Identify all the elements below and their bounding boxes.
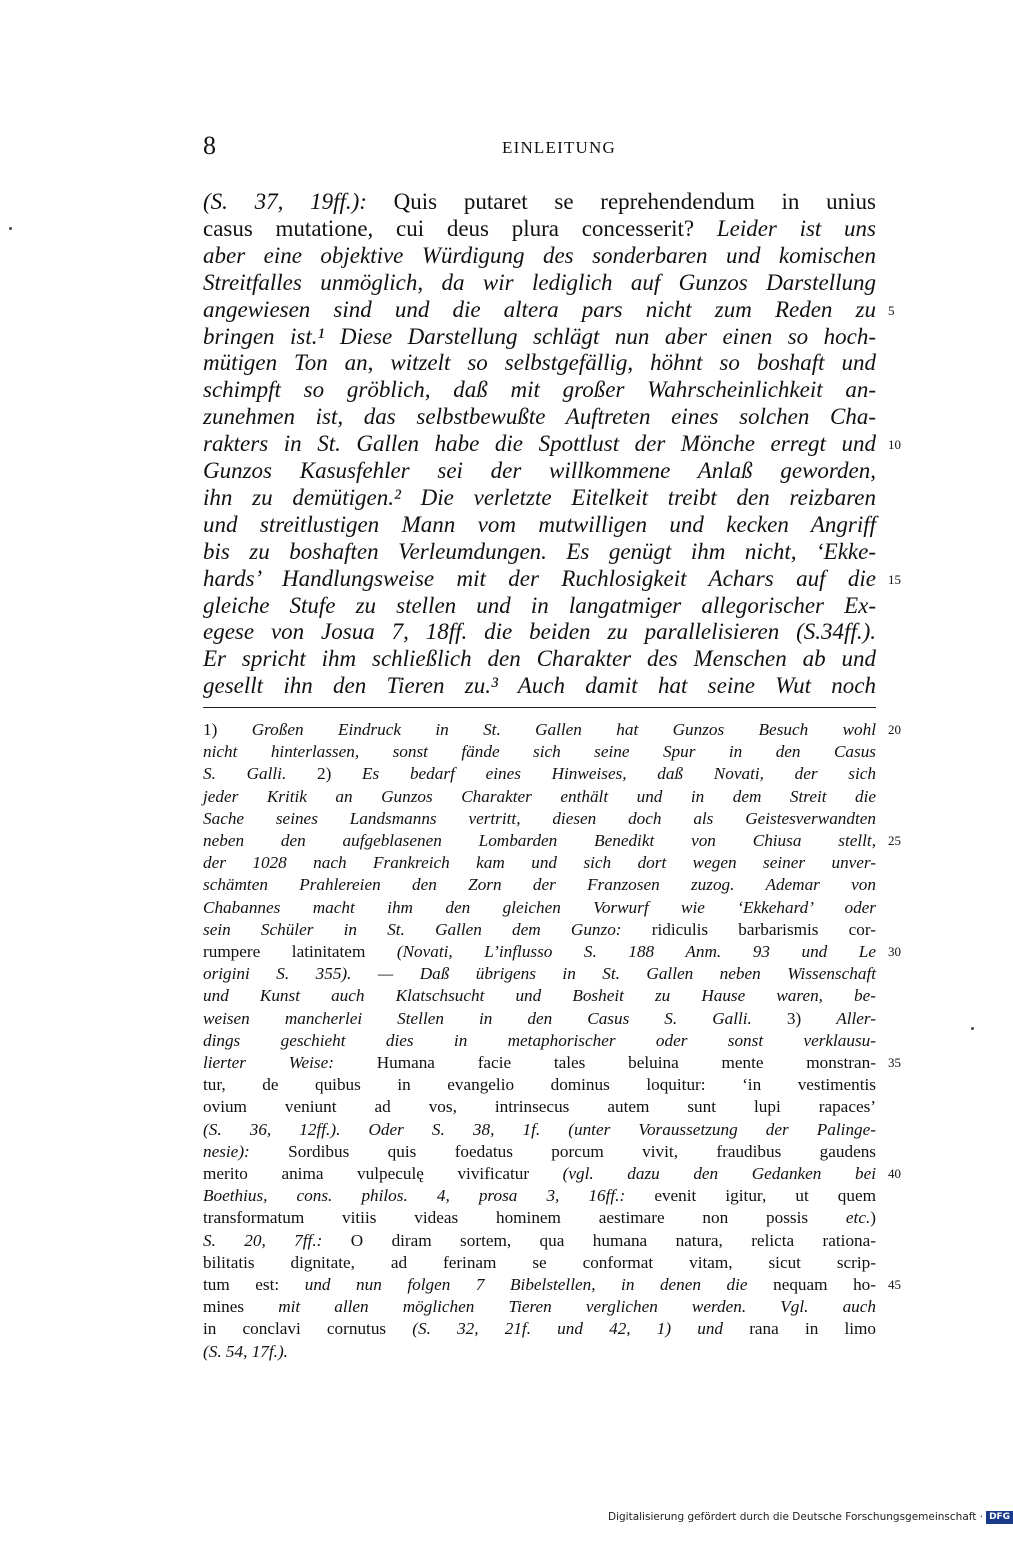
footnote-segment: ovium veniunt ad vos, intrinsecus autem sunt lupi rapaces’ bbox=[203, 1097, 876, 1117]
footnote-line bbox=[203, 1274, 876, 1296]
body-segment: und streitlustigen Mann vom mutwilligen und kecken Angriff bbox=[203, 511, 876, 537]
footer-text: Digitalisierung gefördert durch die Deutsche Forschungsgemeinschaft · bbox=[608, 1511, 984, 1523]
body-line bbox=[203, 403, 876, 430]
footnote-line bbox=[203, 808, 876, 830]
margin-line-number: 35 bbox=[888, 1055, 901, 1070]
body-segment: bringen ist.¹ Diese Darstellung schlägt nun aber einen so hoch- bbox=[203, 323, 876, 349]
margin-line-number: 20 bbox=[888, 722, 901, 737]
body-line bbox=[203, 215, 876, 242]
body-line bbox=[203, 323, 876, 350]
footnote-segment: lierter Weise: bbox=[203, 1053, 377, 1072]
body-line bbox=[203, 242, 876, 269]
footnote-line bbox=[203, 830, 876, 852]
footnote-segment: nequam ho- bbox=[773, 1275, 876, 1294]
footnote-segment: und nun folgen 7 Bibelstellen, in denen die bbox=[304, 1275, 774, 1294]
footnote-line bbox=[203, 1052, 876, 1074]
body-segment: bis zu boshaften Verleumdungen. Es genügt ihm nicht, ‘Ekke- bbox=[203, 538, 876, 564]
footnote-segment: (vgl. dazu den Gedanken bei bbox=[562, 1164, 876, 1183]
footnote-segment: nicht hinterlassen, sonst fände sich seine Spur in den Casus bbox=[203, 742, 876, 762]
footnote-line bbox=[203, 1207, 876, 1229]
margin-line-number: 40 bbox=[888, 1166, 901, 1181]
digitization-footer bbox=[608, 1510, 1013, 1524]
footnote-segment: rumpere latinitatem bbox=[203, 942, 397, 961]
margin-line-number: 15 bbox=[888, 571, 901, 587]
body-segment: Quis putaret se reprehendendum in unius bbox=[366, 189, 876, 214]
footnote-segment: transformatum vitiis videas hominem aestimare non possis bbox=[203, 1208, 846, 1228]
scan-speck bbox=[9, 227, 12, 230]
footnote-segment: tur, de quibus in evangelio dominus loquitur: ‘in vestimentis bbox=[203, 1075, 876, 1095]
footnote-line bbox=[203, 1296, 876, 1318]
footnote-line bbox=[203, 897, 876, 919]
body-line bbox=[203, 484, 876, 511]
body-line bbox=[203, 188, 876, 215]
footnote-segment: (Novati, L’influsso S. 188 Anm. 93 und Le bbox=[396, 942, 876, 961]
footnote-segment: der 1028 nach Frankreich kam und sich dort wegen seiner unver- bbox=[203, 853, 876, 873]
footnote-segment: origini S. 355). — Daß übrigens in St. Gallen neben Wissenschaft bbox=[203, 964, 876, 984]
footnote-line bbox=[203, 741, 876, 763]
footnote-segment: weisen mancherlei Stellen in den Casus S. Galli. bbox=[203, 1008, 787, 1028]
footnote-segment: sein Schüler in St. Gallen dem Gunzo: bbox=[203, 919, 652, 939]
footnote-segment: S. Galli. bbox=[203, 764, 317, 784]
body-line bbox=[203, 565, 876, 592]
body-segment: zunehmen ist, das selbstbewußte Auftreten eines solchen Cha- bbox=[203, 404, 876, 430]
footnote-line bbox=[203, 1008, 876, 1030]
footnote-line bbox=[203, 763, 876, 785]
body-segment: angewiesen sind und die altera pars nicht zum Reden zu bbox=[203, 296, 876, 322]
body-line bbox=[203, 376, 876, 403]
footnote-segment: Es bedarf eines Hinweises, daß Novati, der sich bbox=[362, 764, 876, 784]
footnote-segment: neben den aufgeblasenen Lombarden Benedikt von Chiusa stellt, bbox=[203, 831, 876, 850]
body-line bbox=[203, 538, 876, 565]
page-number: 8 bbox=[203, 131, 216, 160]
footnote-segment: (S. 54, 17f.). bbox=[203, 1341, 288, 1361]
running-title: EINLEITUNG bbox=[502, 138, 616, 157]
footnote-segment: Sordibus quis foedatus porcum vivit, fraudibus gaudens bbox=[288, 1141, 876, 1161]
footnote-segment: (S. 32, 21f. und 42, 1) und bbox=[412, 1319, 750, 1339]
footnote-segment: in conclavi cornutus bbox=[203, 1319, 413, 1339]
footnote-segment: ) bbox=[870, 1208, 876, 1228]
footnote-segment: etc. bbox=[845, 1208, 871, 1228]
footnote-segment: merito anima vulpeculę vivificatur bbox=[203, 1164, 563, 1183]
footnote-segment: evenit igitur, ut quem bbox=[654, 1186, 876, 1206]
footnote-line bbox=[203, 919, 876, 941]
body-line bbox=[203, 457, 876, 484]
footnote-segment: 3) bbox=[786, 1008, 837, 1028]
body-line bbox=[203, 672, 876, 699]
footnote-segment: schämten Prahlereien den Zorn der Franzosen zuzog. Ademar von bbox=[203, 875, 876, 895]
body-segment: ihn zu demütigen.² Die verletzte Eitelkeit treibt den reizbaren bbox=[203, 484, 876, 510]
body-line bbox=[203, 349, 876, 376]
body-segment: rakters in St. Gallen habe die Spottlust der Mönche erregt und bbox=[203, 431, 876, 457]
body-segment: Leider ist uns bbox=[716, 215, 876, 241]
margin-line-number: 5 bbox=[888, 302, 895, 318]
footnote-line bbox=[203, 874, 876, 896]
footnote-segment: bilitatis dignitate, ad ferinam se conformat vitam, sicut scrip- bbox=[203, 1252, 876, 1272]
footnote-rule bbox=[203, 707, 876, 708]
body-line bbox=[203, 592, 876, 619]
footnote-line bbox=[203, 1163, 876, 1185]
footnote-segment: 1) bbox=[203, 720, 252, 739]
footnote-line bbox=[203, 985, 876, 1007]
footnote-segment: 2) bbox=[316, 764, 363, 784]
footnote-segment: O diram sortem, qua humana natura, relicta rationa- bbox=[350, 1230, 876, 1250]
footnote-line bbox=[203, 1318, 876, 1340]
footnote-segment: Sache seines Landsmanns vertritt, diesen doch als Geistesverwandten bbox=[203, 808, 876, 828]
body-segment: hards’ Handlungsweise mit der Ruchlosigkeit Achars auf die bbox=[203, 565, 876, 591]
footnote-line bbox=[203, 1030, 876, 1052]
footnote-segment: rana in limo bbox=[749, 1319, 876, 1339]
body-line bbox=[203, 511, 876, 538]
body-line bbox=[203, 618, 876, 645]
body-segment: (S. 37, 19ff.): bbox=[203, 189, 367, 214]
margin-line-number: 30 bbox=[888, 944, 901, 959]
footnote-line bbox=[203, 1141, 876, 1163]
footnote-line bbox=[203, 941, 876, 963]
margin-line-number: 25 bbox=[888, 833, 901, 848]
body-segment: Er spricht ihm schließlich den Charakter des Menschen ab und bbox=[203, 646, 876, 672]
footnote-line bbox=[203, 1230, 876, 1252]
footnote-segment: (S. 36, 12ff.). Oder S. 38, 1f. (unter Voraussetzung der Palinge- bbox=[203, 1119, 876, 1139]
body-segment: mütigen Ton an, witzelt so selbstgefällig, höhnt so boshaft und bbox=[203, 350, 876, 376]
footnote-segment: und Kunst auch Klatschsucht und Bosheit zu Hause waren, be- bbox=[203, 986, 876, 1006]
body-segment: casus mutatione, cui deus plura concesserit? bbox=[203, 215, 717, 241]
body-segment: gleiche Stufe zu stellen und in langatmiger allegorischer Ex- bbox=[203, 592, 876, 618]
margin-line-number: 10 bbox=[888, 437, 901, 453]
footnote-segment: Chabannes macht ihm den gleichen Vorwurf wie ‘Ekkehard’ oder bbox=[203, 897, 876, 917]
body-line bbox=[203, 430, 876, 457]
body-line bbox=[203, 645, 876, 672]
body-segment: gesellt ihn den Tieren zu.³ Auch damit hat seine Wut noch bbox=[203, 673, 876, 699]
footnote-line bbox=[203, 963, 876, 985]
body-segment: aber eine objektive Würdigung des sonderbaren und komischen bbox=[203, 242, 876, 268]
footnote-segment: Großen Eindruck in St. Gallen hat Gunzos Besuch wohl bbox=[251, 720, 876, 739]
footnote-segment: jeder Kritik an Gunzos Charakter enthält und in dem Streit die bbox=[203, 786, 876, 806]
footnote-segment: ridiculis barbarismis cor- bbox=[651, 919, 877, 939]
footnote-segment: mines bbox=[203, 1297, 279, 1317]
footnote-segment: Humana facie tales beluina mente monstran- bbox=[376, 1053, 876, 1072]
body-segment: egese von Josua 7, 18ff. die beiden zu parallelisieren (S.34ff.). bbox=[203, 619, 876, 645]
footnote-segment: mit allen möglichen Tieren verglichen werden. Vgl. auch bbox=[278, 1297, 876, 1317]
footnote-line bbox=[203, 1185, 876, 1207]
body-segment: schimpft so gröblich, daß mit großer Wahrscheinlichkeit an- bbox=[203, 377, 876, 403]
margin-line-number: 45 bbox=[888, 1277, 901, 1292]
footnote-line bbox=[203, 719, 876, 741]
body-segment: Gunzos Kasusfehler sei der willkommene Anlaß geworden, bbox=[203, 458, 876, 483]
footnote-segment: S. 20, 7ff.: bbox=[203, 1230, 351, 1250]
footnote-line bbox=[203, 786, 876, 808]
footnote-segment: dings geschieht dies in metaphorischer oder sonst verklausu- bbox=[203, 1030, 876, 1050]
footnote-line bbox=[203, 1341, 876, 1363]
footnote-line bbox=[203, 1096, 876, 1118]
body-line bbox=[203, 269, 876, 296]
body-line bbox=[203, 296, 876, 323]
dfg-logo: DFG bbox=[986, 1511, 1013, 1524]
footnote-line bbox=[203, 1074, 876, 1096]
body-segment: Streitfalles unmöglich, da wir lediglich auf Gunzos Darstellung bbox=[203, 269, 876, 295]
footnote-line bbox=[203, 1119, 876, 1141]
footnote-line bbox=[203, 1252, 876, 1274]
footnote-segment: nesie): bbox=[203, 1141, 289, 1161]
scan-speck bbox=[971, 1027, 974, 1030]
footnote-segment: Boethius, cons. philos. 4, prosa 3, 16ff.: bbox=[203, 1186, 655, 1206]
footnote-segment: Aller- bbox=[836, 1008, 876, 1028]
footnote-segment: tum est: bbox=[203, 1275, 305, 1294]
footnote-line bbox=[203, 852, 876, 874]
